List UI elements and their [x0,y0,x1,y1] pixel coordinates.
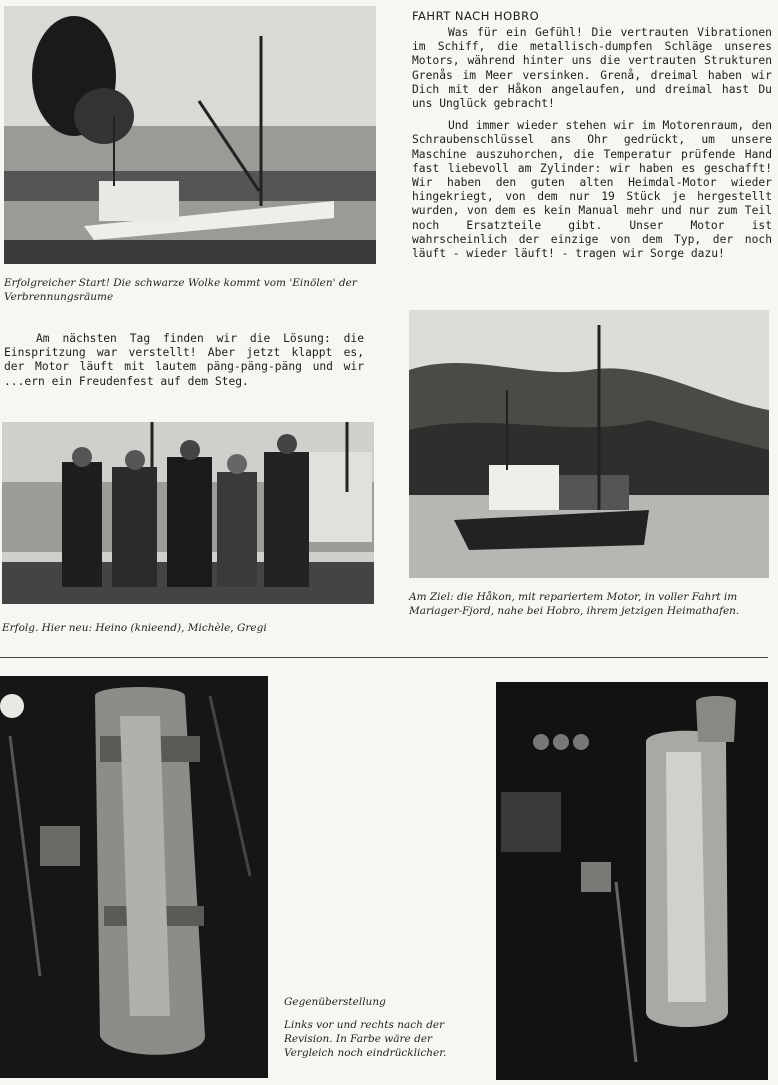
section-divider [0,657,768,658]
left-paragraph-text: Am nächsten Tag finden wir die Lösung: die Einspritzung war verstellt! Aber jetzt klappt es, der Motor läuft mit lautem päng-päng-päng und wir ...ern ein Freudenfest auf dem Steg. [4,332,364,388]
caption-ziel: Am Ziel: die Håkon, mit repariertem Motor, in voller Fahrt im Mariager-Fjord, nahe bei Hobro, ihrem jetzigen Heimathafen. [409,591,740,617]
photo-engine-before [0,676,268,1078]
caption-vergleich-title: Gegenüberstellung [284,996,386,1008]
photo-crew [2,422,374,604]
article-heading: FAHRT NACH HOBRO [412,9,540,23]
left-paragraph [4,332,364,389]
photo-engine-after [496,682,768,1080]
photo-boat-start [4,6,376,264]
article-paragraph-2: Und immer wieder stehen wir im Motorenraum, den Schraubenschlüssel ans Ohr gedrückt, um unsere Maschine auszuhorchen, die Temperatur prüfende Hand fast liebevoll am Zylinder: wir haben es geschafft! Wir haben den guten alten Heimdal-Motor wieder hingekriegt, von dem nur 19 Stück je hergestellt wurden, von dem es kein Manual mehr und nur zum Teil noch Ersatzteile gibt. Unser Motor ist wahrscheinlich der einzige von dem Typ, der noch läuft - wieder läuft! - tragen wir Sorge dazu! [412,119,772,261]
article-body [412,26,772,269]
caption-start: Erfolgreicher Start! Die schwarze Wolke kommt vom 'Einölen' der Verbrennungsräume [4,277,357,303]
caption-vergleich-text: Links vor und rechts nach der Revision. In Farbe wäre der Vergleich noch eindrücklicher. [284,1019,447,1059]
caption-crew: Erfolg. Hier neu: Heino (knieend), Michèle, Gregi [2,622,267,634]
photo-boat-fjord [409,310,769,578]
article-paragraph-1: Was für ein Gefühl! Die vertrauten Vibrationen im Schiff, die metallisch-dumpfen Schläge unseres Motors, während hinter uns die vertrauten Strukturen Grenås im Meer versinken. Grenå, dreimal haben wir Dich mit der Håkon angelaufen, und dreimal hast Du uns Unglück gebracht! [412,26,772,111]
